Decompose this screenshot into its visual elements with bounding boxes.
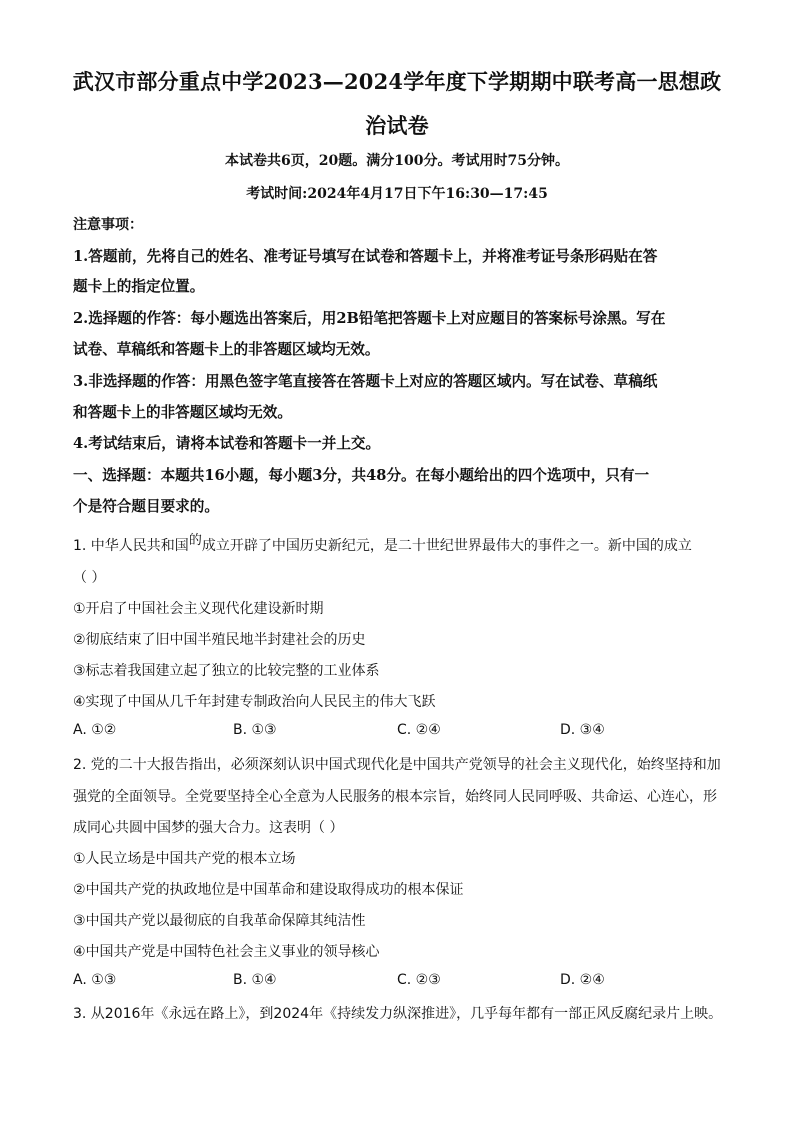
- question-1-stem-part-b: 成立开辟了中国历史新纪元，是二十世纪世界最伟大的事件之一。新中国的成立: [201, 538, 692, 554]
- question-1-item: ①开启了中国社会主义现代化建设新时期: [73, 601, 324, 617]
- question-1-stem-raised-char: 的: [188, 533, 202, 548]
- question-2-stem-line: 成同心共圆中国梦的强大合力。这表明（ ）: [73, 820, 344, 836]
- question-2-option-d: D. ②④: [560, 972, 605, 988]
- question-1-option-c: C. ②④: [397, 722, 441, 738]
- question-1-item: ④实现了中国从几千年封建专制政治向人民民主的伟大飞跃: [73, 694, 436, 710]
- notice-line: 题卡上的指定位置。: [73, 278, 205, 295]
- exam-info-pages-score: 本试卷共6页，20题。满分100分。考试用时75分钟。: [225, 153, 569, 169]
- question-2-stem-line: 强党的全面领导。全党要坚持全心全意为人民服务的根本宗旨，始终同人民同呼吸、共命运、心连心，形: [73, 789, 717, 805]
- notice-line: 4.考试结束后，请将本试卷和答题卡一并上交。: [73, 435, 381, 452]
- question-1-item: ③标志着我国建立起了独立的比较完整的工业体系: [73, 663, 380, 679]
- notice-line: 3.非选择题的作答：用黑色签字笔直接答在答题卡上对应的答题区域内。写在试卷、草稿纸: [73, 373, 658, 390]
- exam-info-time: 考试时间:2024年4月17日下午16:30—17:45: [246, 186, 548, 202]
- exam-title-line-2: 治试卷: [365, 113, 429, 138]
- question-1-option-d: D. ③④: [560, 722, 605, 738]
- question-1-blank: （ ）: [73, 570, 106, 586]
- question-1-stem-part-a: 1. 中华人民共和国: [73, 538, 189, 554]
- question-3-stem-line: 3. 从2016年《永远在路上》，到2024年《持续发力纵深推进》，几乎每年都有一部正风反腐纪录片上映。: [73, 1006, 723, 1022]
- notice-line: 试卷、草稿纸和答题卡上的非答题区域均无效。: [73, 341, 380, 358]
- notice-heading: 注意事项：: [73, 217, 143, 233]
- question-1-stem: [73, 535, 733, 555]
- question-2-option-a: A. ①③: [73, 972, 117, 988]
- question-2-option-c: C. ②③: [397, 972, 441, 988]
- exam-title-line-1: 武汉市部分重点中学2023—2024学年度下学期期中联考高一思想政: [72, 69, 722, 94]
- question-2-item: ④中国共产党是中国特色社会主义事业的领导核心: [73, 944, 380, 960]
- question-2-stem-line: 2. 党的二十大报告指出，必须深刻认识中国式现代化是中国共产党领导的社会主义现代化，始终坚持和加: [73, 757, 721, 773]
- notice-line: 和答题卡上的非答题区域均无效。: [73, 404, 292, 421]
- section-heading-line-1: 一、选择题：本题共16小题，每小题3分，共48分。在每小题给出的四个选项中，只有一: [73, 467, 650, 484]
- question-1-option-a: A. ①②: [73, 722, 117, 738]
- question-2-item: ①人民立场是中国共产党的根本立场: [73, 851, 296, 867]
- question-1-option-b: B. ①③: [233, 722, 277, 738]
- question-2-item: ③中国共产党以最彻底的自我革命保障其纯洁性: [73, 913, 366, 929]
- section-heading-line-2: 个是符合题目要求的。: [73, 498, 219, 515]
- question-1-item: ②彻底结束了旧中国半殖民地半封建社会的历史: [73, 632, 366, 648]
- question-2-option-b: B. ①④: [233, 972, 277, 988]
- question-2-item: ②中国共产党的执政地位是中国革命和建设取得成功的根本保证: [73, 882, 464, 898]
- notice-line: 2.选择题的作答：每小题选出答案后，用2B铅笔把答题卡上对应题目的答案标号涂黑。写在: [73, 310, 666, 327]
- notice-line: 1.答题前，先将自己的姓名、准考证号填写在试卷和答题卡上，并将准考证号条形码贴在答: [73, 248, 658, 265]
